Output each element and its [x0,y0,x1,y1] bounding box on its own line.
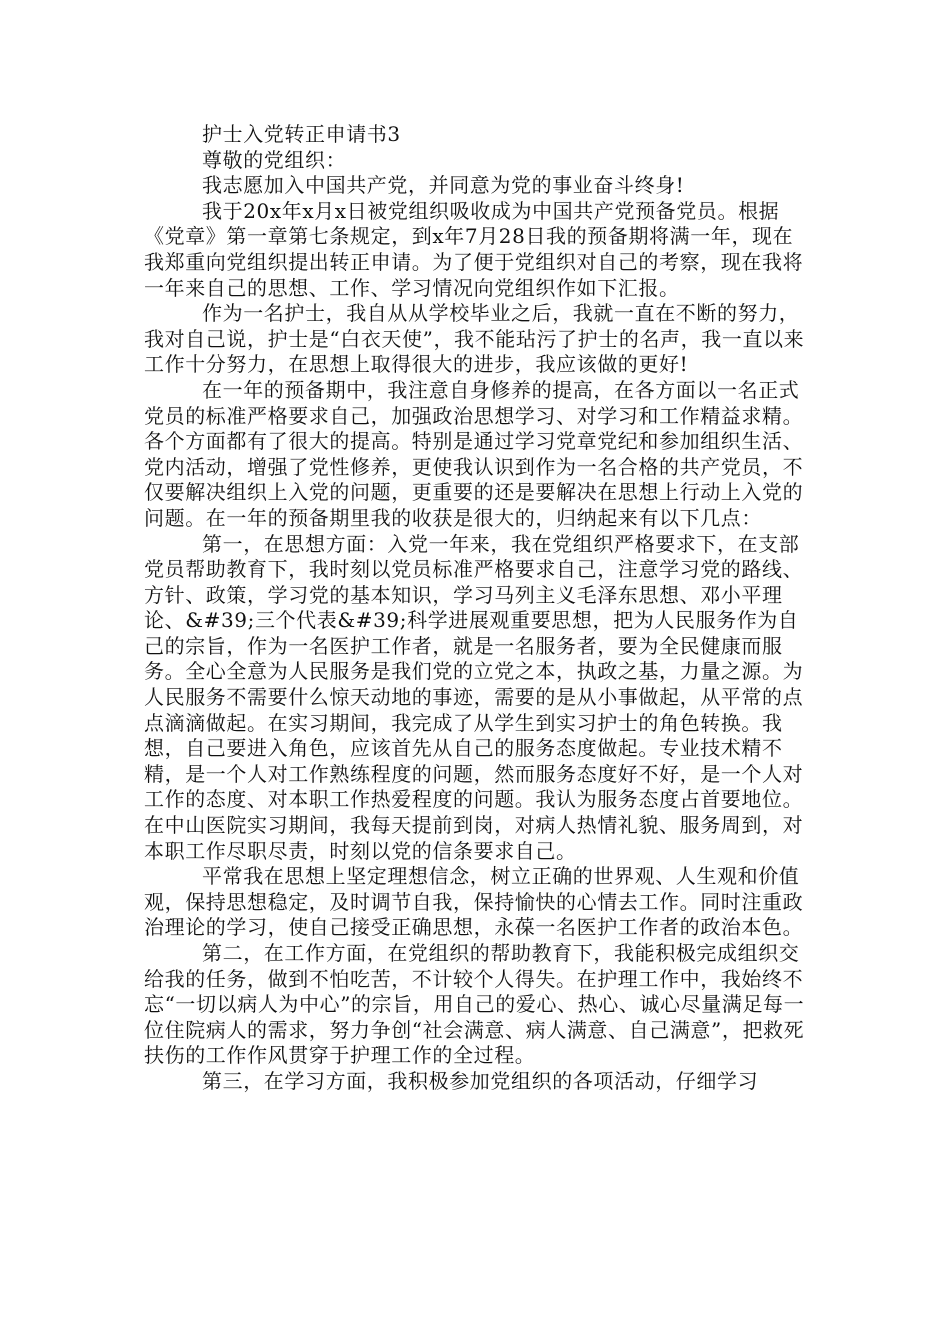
document-body [144,122,812,1095]
paragraph-7: 第二，在工作方面，在党组织的帮助教育下，我能积极完成组织交给我的任务，做到不怕吃苦，不计较个人得失。在护理工作中，我始终不忘“一切以病人为中心”的宗旨，用自己的爱心、热心、诚心尽量满足每一位住院病人的需求，努力争创“社会满意、病人满意、自己满意”，把救死扶伤的工作作风贯穿于护理工作的全过程。 [144,941,805,1068]
salutation: 尊敬的党组织： [202,147,347,172]
paragraph-3: 作为一名护士，我自从从学校毕业之后，我就一直在不断的努力，我对自己说，护士是“白衣天使”，我不能玷污了护士的名声，我一直以来工作十分努力，在思想上取得很大的进步，我应该做的更好! [144,301,805,377]
paragraph-2: 我于20x年x月x日被党组织吸收成为中国共产党预备党员。根据《党章》第一章第七条规定，到x年7月28日我的预备期将满一年，现在我郑重向党组织提出转正申请。为了便于党组织对自己的考察，现在我将一年来自己的思想、工作、学习情况向党组织作如下汇报。 [144,198,804,300]
paragraph-1: 我志愿加入中国共产党，并同意为党的事业奋斗终身! [202,173,685,198]
document-title: 护士入党转正申请书3 [202,122,401,146]
paragraph-4: 在一年的预备期中，我注意自身修养的提高，在各方面以一名正式党员的标准严格要求自己，加强政治思想学习、对学习和工作精益求精。各个方面都有了很大的提高。特别是通过学习党章党纪和参加组织生活、党内活动，增强了党性修养，更使我认识到作为一名合格的共产党员，不仅要解决组织上入党的问题，更重要的还是要解决在思想上行动上入党的问题。在一年的预备期里我的收获是很大的，归纳起来有以下几点： [144,377,804,530]
paragraph-6: 平常我在思想上坚定理想信念，树立正确的世界观、人生观和价值观，保持思想稳定，及时调节自我，保持愉快的心情去工作。同时注重政治理论的学习，使自己接受正确思想，永葆一名医护工作者的政治本色。 [144,864,804,940]
paragraph-8: 第三，在学习方面，我积极参加党组织的各项活动，仔细学习 [202,1068,759,1093]
paragraph-5: 第一，在思想方面：入党一年来，我在党组织严格要求下，在支部党员帮助教育下，我时刻以党员标准严格要求自己，注意学习党的路线、方针、政策，学习党的基本知识，学习马列主义毛泽东思想、邓小平理论、&#39;三个代表&#39;科学进展观重要思想，把为人民服务作为自己的宗旨，作为一名医护工作者，就是一名服务者，要为全民健康而服务。全心全意为人民服务是我们党的立党之本，执政之基，力量之源。为人民服务不需要什么惊天动地的事迹，需要的是从小事做起，从平常的点点滴滴做起。在实习期间，我完成了从学生到实习护士的角色转换。我想，自己要进入角色，应该首先从自己的服务态度做起。专业技术精不精，是一个人对工作熟练程度的问题，然而服务态度好不好，是一个人对工作的态度、对本职工作热爱程度的问题。我认为服务态度占首要地位。在中山医院实习期间，我每天提前到岗，对病人热情礼貌、服务周到，对本职工作尽职尽责，时刻以党的信条要求自己。 [144,531,804,863]
